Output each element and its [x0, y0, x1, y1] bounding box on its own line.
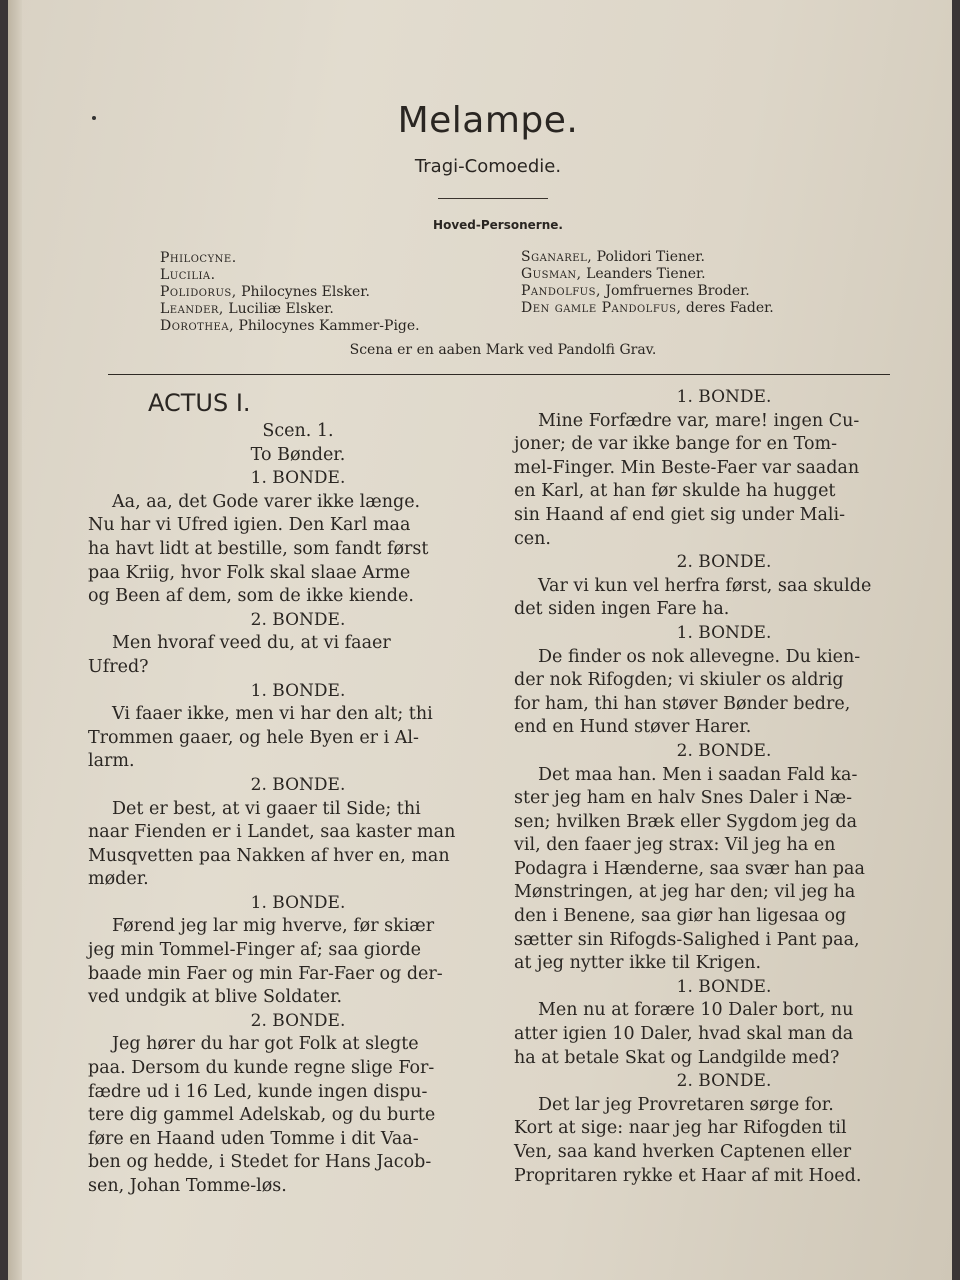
dialogue-line: Podagra i Hænderne, saa svær han paa: [514, 858, 865, 879]
dialogue-line: sætter sin Rifogds-Salighed i Pant paa,: [514, 929, 860, 950]
dialogue-line: Var vi kun vel herfra først, saa skulde: [538, 575, 872, 596]
scene-heading: To Bønder.: [250, 444, 346, 465]
character-role: Philocynes Kammer-Pige.: [234, 318, 420, 334]
dialogue-line: mel-Finger. Min Beste-Faer var saadan: [514, 457, 860, 478]
cast-list-right: [521, 249, 774, 317]
speaker-label: 1. BONDE.: [250, 468, 346, 489]
dialogue-line: Mine Forfædre var, mare! ingen Cu-: [538, 410, 860, 431]
dialogue-line: joner; de var ikke bange for en Tom-: [514, 434, 838, 455]
character-name: Den gamle Pandolfus,: [521, 300, 682, 316]
dialogue-line: Førend jeg lar mig hverve, før skiær: [112, 916, 435, 937]
cast-list-left: [160, 250, 420, 335]
dialogue-line: Mønstringen, at jeg har den; vil jeg ha: [514, 882, 856, 903]
dialogue-line: Jeg hører du har got Folk at slegte: [112, 1034, 419, 1055]
dialogue-line: De finder os nok allevegne. Du kien-: [538, 646, 861, 667]
cast-heading: Hoved-Personerne.: [433, 218, 563, 232]
character-role: Luciliæ Elsker.: [223, 301, 334, 317]
dialogue-line: ha at betale Skat og Landgilde med?: [514, 1047, 840, 1068]
dialogue-line: jeg min Tommel-Finger af; saa giorde: [88, 940, 422, 961]
character-name: Dorothea,: [160, 318, 235, 334]
character-name: Philocyne.: [160, 250, 237, 266]
dialogue-line: vil, den faaer jeg strax: Vil jeg ha en: [514, 835, 836, 856]
dialogue-line: Vi faaer ikke, men vi har den alt; thi: [112, 704, 433, 725]
dialogue-line: Det lar jeg Provretaren sørge for.: [538, 1094, 834, 1115]
header-rule: [108, 374, 890, 375]
dialogue-line: baade min Faer og min Far-Faer og der-: [88, 963, 443, 984]
dialogue-line: det siden ingen Fare ha.: [514, 599, 730, 620]
dialogue-line: ha havt lidt at bestille, som fandt først: [88, 538, 429, 559]
speaker-label: 2. BONDE.: [676, 740, 772, 761]
dialogue-line: møder.: [88, 869, 149, 890]
character-name: Polidorus,: [160, 284, 237, 300]
cast-entry: [160, 267, 420, 284]
text-column-right: [514, 386, 934, 1188]
speaker-label: 2. BONDE.: [250, 774, 346, 795]
speaker-label: 2. BONDE.: [250, 1010, 346, 1031]
dialogue-line: ben og hedde, i Stedet for Hans Jacob-: [88, 1152, 432, 1173]
character-name: Lucilia.: [160, 267, 216, 283]
dialogue-line: der nok Rifogden; vi skiuler os aldrig: [514, 670, 844, 691]
dialogue-line: fædre ud i 16 Led, kunde ingen dispu-: [88, 1081, 428, 1102]
character-role: Philocynes Elsker.: [236, 284, 370, 300]
play-subtitle: Tragi-Comoedie.: [414, 156, 562, 177]
play-title: Melampe.: [397, 100, 579, 141]
dialogue-line: føre en Haand uden Tomme i dit Vaa-: [88, 1128, 419, 1149]
scene-heading: Scen. 1.: [262, 421, 334, 441]
dialogue-line: den i Benene, saa giør han ligesaa og: [514, 906, 847, 927]
dialogue-line: og Been af dem, som de ikke kiende.: [88, 586, 414, 607]
text-column-left: [88, 386, 508, 1199]
dialogue-line: sin Haand af end giet sig under Mali-: [514, 504, 846, 525]
speaker-label: 1. BONDE.: [676, 622, 772, 643]
scene-setting: Scena er en aaben Mark ved Pandolfi Grav.: [349, 342, 657, 358]
dialogue-line: Det maa han. Men i saadan Fald ka-: [538, 764, 858, 785]
speaker-label: 2. BONDE.: [676, 1071, 772, 1092]
dialogue-line: sen; hvilken Bræk eller Sygdom jeg da: [514, 811, 858, 832]
dialogue-line: larm.: [88, 751, 135, 772]
character-role: Jomfruernes Broder.: [600, 283, 750, 299]
cast-entry: [521, 266, 774, 283]
cast-entry: [160, 250, 420, 267]
character-role: deres Fader.: [681, 300, 774, 316]
dialogue-line: paa. Dersom du kunde regne slige For-: [88, 1058, 435, 1079]
character-name: Pandolfus,: [521, 283, 601, 299]
speaker-label: 1. BONDE.: [250, 892, 346, 913]
character-name: Sganarel,: [521, 249, 593, 265]
dialogue-line: atter igien 10 Daler, hvad skal man da: [514, 1024, 854, 1045]
dialogue-line: tere dig gammel Adelskab, og du burte: [88, 1105, 436, 1126]
dialogue-line: Aa, aa, det Gode varer ikke længe.: [112, 491, 421, 512]
dialogue-line: Nu har vi Ufred igien. Den Karl maa: [88, 515, 411, 536]
act-heading: ACTUS I.: [148, 389, 251, 417]
dialogue-line: ster jeg ham en halv Snes Daler i Næ-: [514, 788, 852, 809]
dialogue-line: paa Kriig, hvor Folk skal slaae Arme: [88, 562, 411, 583]
dialogue-line: Propritaren rykke et Haar af mit Hoed.: [514, 1165, 862, 1186]
dialogue-line: sen, Johan Tomme-løs.: [88, 1176, 287, 1196]
character-name: Gusman,: [521, 266, 582, 282]
cast-entry: [160, 301, 420, 318]
dialogue-line: Ven, saa kand hverken Captenen eller: [514, 1142, 852, 1162]
cast-entry: [160, 284, 420, 301]
cast-entry: [521, 300, 774, 317]
cast-entry: [521, 283, 774, 300]
dialogue-line: Trommen gaaer, og hele Byen er i Al-: [88, 727, 419, 748]
dialogue-line: Men hvoraf veed du, at vi faaer: [112, 633, 391, 654]
dialogue-line: at jeg nytter ikke til Krigen.: [514, 953, 762, 974]
speaker-label: 1. BONDE.: [676, 976, 772, 997]
page-edge: [8, 0, 22, 1280]
title-divider: [438, 198, 548, 199]
book-page: [8, 0, 952, 1280]
dialogue-line: Ufred?: [88, 656, 149, 677]
character-role: Leanders Tiener.: [581, 266, 706, 282]
speaker-label: 2. BONDE.: [250, 609, 346, 630]
speaker-label: 1. BONDE.: [250, 680, 346, 701]
dialogue-line: Det er best, at vi gaaer til Side; thi: [112, 798, 421, 819]
dialogue-line: en Karl, at han før skulde ha hugget: [514, 481, 836, 502]
dialogue-line: naar Fienden er i Landet, saa kaster man: [88, 822, 456, 843]
dialogue-line: Kort at sige: naar jeg har Rifogden til: [514, 1118, 847, 1139]
speaker-label: 1. BONDE.: [676, 387, 772, 407]
dialogue-line: cen.: [514, 528, 551, 549]
dialogue-line: for ham, thi han støver Bønder bedre,: [514, 693, 851, 714]
character-name: Leander,: [160, 301, 224, 317]
dialogue-line: end en Hund støver Harer.: [514, 717, 752, 738]
dialogue-line: Musqvetten paa Nakken af hver en, man: [88, 845, 450, 866]
dialogue-line: Men nu at forære 10 Daler bort, nu: [538, 1000, 854, 1021]
cast-entry: [521, 249, 774, 266]
speaker-label: 2. BONDE.: [676, 552, 772, 573]
cast-entry: [160, 318, 420, 335]
dialogue-line: ved undgik at blive Soldater.: [88, 987, 343, 1008]
character-role: Polidori Tiener.: [592, 249, 705, 265]
